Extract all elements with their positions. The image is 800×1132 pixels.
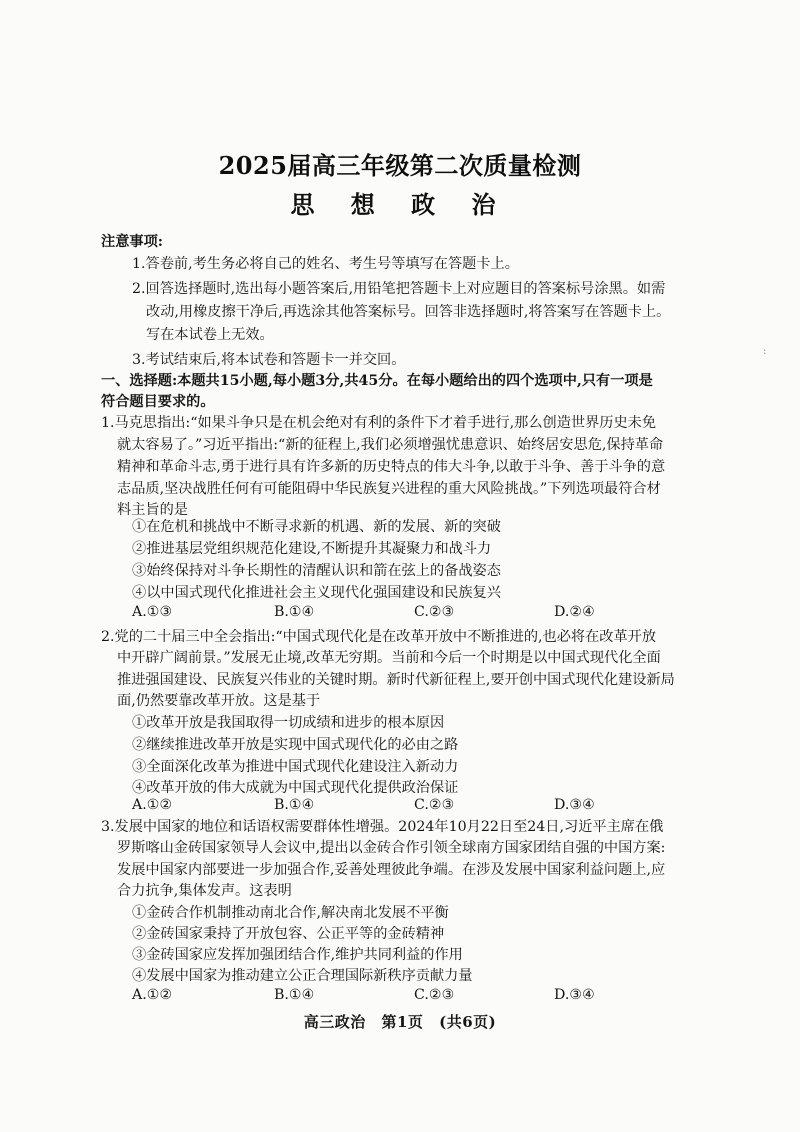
question-2-text: 推进强国建设、民族复兴伟业的关键时期。新时代新征程上,要开创中国式现代化建设新局 [117,672,675,688]
question-2-option: ④改革开放的伟大成就为中国式现代化提供政治保证 [132,780,459,796]
question-2-option: ②继续推进改革开放是实现中国式现代化的必由之路 [132,737,459,753]
question-1-text: 精神和革命斗志,勇于进行具有许多新的历史特点的伟大斗争,以敢于斗争、善于斗争的意 [117,459,666,475]
question-1-choice-d: D.②④ [554,604,595,620]
notice-item: 1.答卷前,考生务必将自己的姓名、考生号等填写在答题卡上。 [132,256,519,272]
notice-item: 3.考试结束后,将本试卷和答题卡一并交回。 [132,352,406,368]
subject-title: 思 想 政 治 [290,190,510,219]
question-3-text: 罗斯喀山金砖国家领导人会议中,提出以金砖合作引领全球南方国家团结自强的中国方案: [117,840,666,856]
question-3-choice-c: C.②③ [414,987,455,1003]
exam-title: 2025届高三年级第二次质量检测 [218,151,582,180]
question-3-choice-a: A.①② [132,987,173,1003]
question-3-choice-d: D.③④ [554,987,595,1003]
question-1-choice-c: C.②③ [414,604,455,620]
scan-speck: : [763,346,767,357]
question-3-option: ④发展中国家为推动建立公正合理国际新秩序贡献力量 [132,968,473,984]
question-2-choice-c: C.②③ [414,797,455,813]
section-heading: 符合题目要求的。 [101,394,215,410]
question-1-option: ①在危机和挑战中不断寻求新的机遇、新的发展、新的突破 [132,519,501,535]
question-1-option: ②推进基层党组织规范化建设,不断提升其凝聚力和战斗力 [132,541,492,557]
question-3-text: 3.发展中国家的地位和话语权需要群体性增强。2024年10月22日至24日,习近平主席在俄 [101,819,664,835]
question-2-text: 中开辟广阔前景。”发展无止境,改革无穷期。当前和今后一个时期是以中国式现代化全面 [117,650,661,666]
question-2-option: ③全面深化改革为推进中国式现代化建设注入新动力 [132,759,459,775]
question-2-choice-a: A.①② [132,797,173,813]
notice-item: 改动,用橡皮擦干净后,再选涂其他答案标号。回答非选择题时,将答案写在答题卡上。 [146,304,671,320]
question-1-option: ④以中国式现代化推进社会主义现代化强国建设和民族复兴 [132,585,501,601]
question-2-option: ①改革开放是我国取得一切成绩和进步的根本原因 [132,715,445,731]
question-3-text: 发展中国家内部要进一步加强合作,妥善处理彼此争端。在涉及发展中国家利益问题上,应 [117,862,666,878]
footer-subject: 高三政治 [303,1013,366,1031]
page-footer [0,1011,800,1032]
question-3-text: 合力抗争,集体发声。这表明 [117,883,292,899]
question-1-option: ③始终保持对斗争长期性的清醒认识和箭在弦上的备战姿态 [132,563,501,579]
notice-item: 写在本试卷上无效。 [146,327,274,343]
question-1-text: 1.马克思指出:“如果斗争只是在机会绝对有利的条件下才着手进行,那么创造世界历史未免 [101,415,657,431]
footer-total: (共6页) [439,1013,497,1031]
footer-page: 第1页 [381,1013,424,1031]
question-1-choice-a: A.①③ [132,604,173,620]
question-3-option: ①金砖合作机制推动南北合作,解决南北发展不平衡 [132,905,449,921]
question-3-option: ②金砖国家秉持了开放包容、公正平等的金砖精神 [132,926,445,942]
question-2-text: 面,仍然要靠改革开放。这是基于 [117,693,321,709]
question-2-choice-b: B.①④ [274,797,315,813]
question-2-choice-d: D.③④ [554,797,595,813]
question-1-text: 志品质,坚决战胜任何有可能阻碍中华民族复兴进程的重大风险挑战。”下列选项最符合材 [117,481,661,497]
notice-heading: 注意事项: [101,234,163,250]
notice-item: 2.回答选择题时,选出每小题答案后,用铅笔把答题卡上对应题目的答案标号涂黑。如需 [132,281,666,297]
question-1-choice-b: B.①④ [274,604,315,620]
question-3-choice-b: B.①④ [274,987,315,1003]
question-3-option: ③金砖国家应发挥加强团结合作,维护共同利益的作用 [132,947,463,963]
question-2-text: 2.党的二十届三中全会指出:“中国式现代化是在改革开放中不断推进的,也必将在改革开放 [101,629,657,645]
section-heading: 一、选择题:本题共15小题,每小题3分,共45分。在每小题给出的四个选项中,只有一项是 [101,373,653,389]
question-1-text: 料主旨的是 [117,502,188,518]
question-1-text: 就太容易了。”习近平指出:“新的征程上,我们必须增强忧患意识、始终居安思危,保持革命 [117,437,664,453]
